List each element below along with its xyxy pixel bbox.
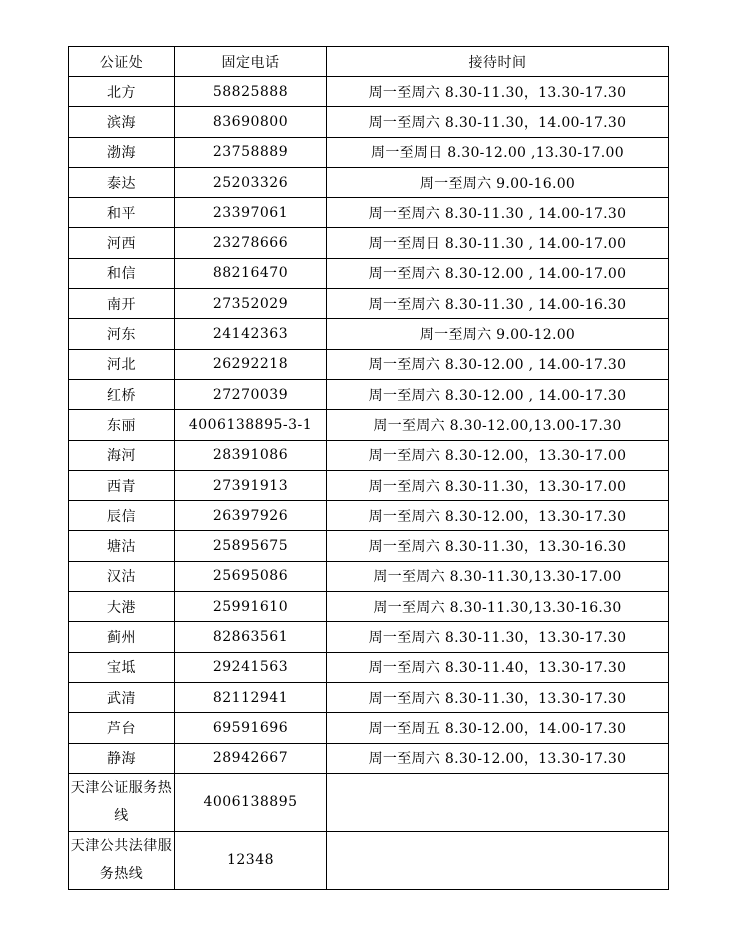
office-name-cell: 塘沽: [69, 531, 175, 561]
phone-cell: 27352029: [175, 289, 327, 319]
hours-cell: 周一至周六 8.30-11.40，13.30-17.30: [327, 652, 669, 682]
hours-cell: 周一至周六 8.30-12.00，13.30-17.30: [327, 743, 669, 773]
office-name-cell: 北方: [69, 77, 175, 107]
office-name-cell: 海河: [69, 440, 175, 470]
table-row: [69, 167, 669, 197]
table-row: [69, 652, 669, 682]
hours-cell: 周一至周六 8.30-11.30，13.30-17.30: [327, 682, 669, 712]
phone-cell: 69591696: [175, 713, 327, 743]
phone-cell: 82112941: [175, 682, 327, 712]
office-name-cell: 汉沽: [69, 561, 175, 591]
hours-cell: 周一至周六 8.30-11.30，13.30-17.00: [327, 470, 669, 500]
office-name-cell: 东丽: [69, 410, 175, 440]
table-row: [69, 258, 669, 288]
phone-cell: 23278666: [175, 228, 327, 258]
table-row: [69, 561, 669, 591]
hours-cell: 周一至周六 9.00-12.00: [327, 319, 669, 349]
table-row: [69, 319, 669, 349]
office-name-cell: 天津公证服务热线: [69, 773, 175, 831]
phone-cell: 12348: [175, 831, 327, 889]
office-name-cell: 河西: [69, 228, 175, 258]
office-name-cell: 红桥: [69, 379, 175, 409]
phone-cell: 26292218: [175, 349, 327, 379]
table-header-row: [69, 47, 669, 77]
hours-cell: 周一至周六 8.30-12.00 , 14.00-17.30: [327, 379, 669, 409]
hours-cell: 周一至周六 9.00-16.00: [327, 167, 669, 197]
table-row: [69, 470, 669, 500]
phone-cell: 28942667: [175, 743, 327, 773]
phone-cell: 28391086: [175, 440, 327, 470]
phone-cell: 4006138895: [175, 773, 327, 831]
phone-cell: 58825888: [175, 77, 327, 107]
header-hours: 接待时间: [327, 47, 669, 77]
office-name-cell: 宝坻: [69, 652, 175, 682]
phone-cell: 25895675: [175, 531, 327, 561]
office-name-cell: 辰信: [69, 501, 175, 531]
office-name-cell: 渤海: [69, 137, 175, 167]
hours-cell: 周一至周六 8.30-11.30 , 14.00-17.30: [327, 198, 669, 228]
hours-cell: 周一至周六 8.30-12.00 , 14.00-17.00: [327, 258, 669, 288]
hours-cell: [327, 831, 669, 889]
office-name-cell: 和平: [69, 198, 175, 228]
hours-cell: 周一至周六 8.30-11.30 , 14.00-16.30: [327, 289, 669, 319]
phone-cell: 24142363: [175, 319, 327, 349]
office-name-cell: 河东: [69, 319, 175, 349]
table-row: [69, 743, 669, 773]
phone-cell: 88216470: [175, 258, 327, 288]
table-row: [69, 440, 669, 470]
table-row: [69, 349, 669, 379]
phone-cell: 29241563: [175, 652, 327, 682]
table-row: [69, 137, 669, 167]
table-row: [69, 379, 669, 409]
office-name-cell: 芦台: [69, 713, 175, 743]
hours-cell: 周一至周六 8.30-11.30,13.30-17.00: [327, 561, 669, 591]
phone-cell: 25695086: [175, 561, 327, 591]
header-office: 公证处: [69, 47, 175, 77]
phone-cell: 27270039: [175, 379, 327, 409]
hours-cell: 周一至周六 8.30-11.30，14.00-17.30: [327, 107, 669, 137]
phone-cell: 83690800: [175, 107, 327, 137]
hours-cell: 周一至周六 8.30-12.00，13.30-17.30: [327, 501, 669, 531]
table-row: [69, 682, 669, 712]
office-name-cell: 蓟州: [69, 622, 175, 652]
phone-cell: 23397061: [175, 198, 327, 228]
office-name-cell: 泰达: [69, 167, 175, 197]
table-row: [69, 713, 669, 743]
office-name-cell: 和信: [69, 258, 175, 288]
phone-cell: 82863561: [175, 622, 327, 652]
hours-cell: 周一至周五 8.30-12.00，14.00-17.30: [327, 713, 669, 743]
hours-cell: 周一至周日 8.30-11.30 , 14.00-17.00: [327, 228, 669, 258]
table-row: [69, 107, 669, 137]
office-name-cell: 河北: [69, 349, 175, 379]
phone-cell: 26397926: [175, 501, 327, 531]
hotline-row: [69, 773, 669, 831]
notary-office-document: [68, 46, 668, 890]
hours-cell: 周一至周六 8.30-11.30，13.30-17.30: [327, 77, 669, 107]
office-name-cell: 南开: [69, 289, 175, 319]
phone-cell: 23758889: [175, 137, 327, 167]
notary-office-table: [68, 46, 669, 890]
office-name-cell: 西青: [69, 470, 175, 500]
table-row: [69, 198, 669, 228]
hours-cell: 周一至周六 8.30-12.00,13.00-17.30: [327, 410, 669, 440]
table-row: [69, 289, 669, 319]
phone-cell: 4006138895-3-1: [175, 410, 327, 440]
table-row: [69, 501, 669, 531]
hours-cell: 周一至周六 8.30-11.30，13.30-17.30: [327, 622, 669, 652]
office-name-cell: 滨海: [69, 107, 175, 137]
phone-cell: 25203326: [175, 167, 327, 197]
table-row: [69, 77, 669, 107]
phone-cell: 25991610: [175, 592, 327, 622]
office-name-cell: 天津公共法律服务热线: [69, 831, 175, 889]
hours-cell: 周一至周六 8.30-12.00 , 14.00-17.30: [327, 349, 669, 379]
table-row: [69, 531, 669, 561]
office-name-cell: 大港: [69, 592, 175, 622]
office-name-cell: 静海: [69, 743, 175, 773]
phone-cell: 27391913: [175, 470, 327, 500]
table-row: [69, 410, 669, 440]
table-row: [69, 592, 669, 622]
header-phone: 固定电话: [175, 47, 327, 77]
hours-cell: 周一至周六 8.30-12.00，13.30-17.00: [327, 440, 669, 470]
hours-cell: 周一至周日 8.30-12.00 ,13.30-17.00: [327, 137, 669, 167]
office-name-cell: 武清: [69, 682, 175, 712]
hours-cell: 周一至周六 8.30-11.30,13.30-16.30: [327, 592, 669, 622]
table-row: [69, 622, 669, 652]
table-row: [69, 228, 669, 258]
hours-cell: [327, 773, 669, 831]
hotline-row: [69, 831, 669, 889]
hours-cell: 周一至周六 8.30-11.30，13.30-16.30: [327, 531, 669, 561]
